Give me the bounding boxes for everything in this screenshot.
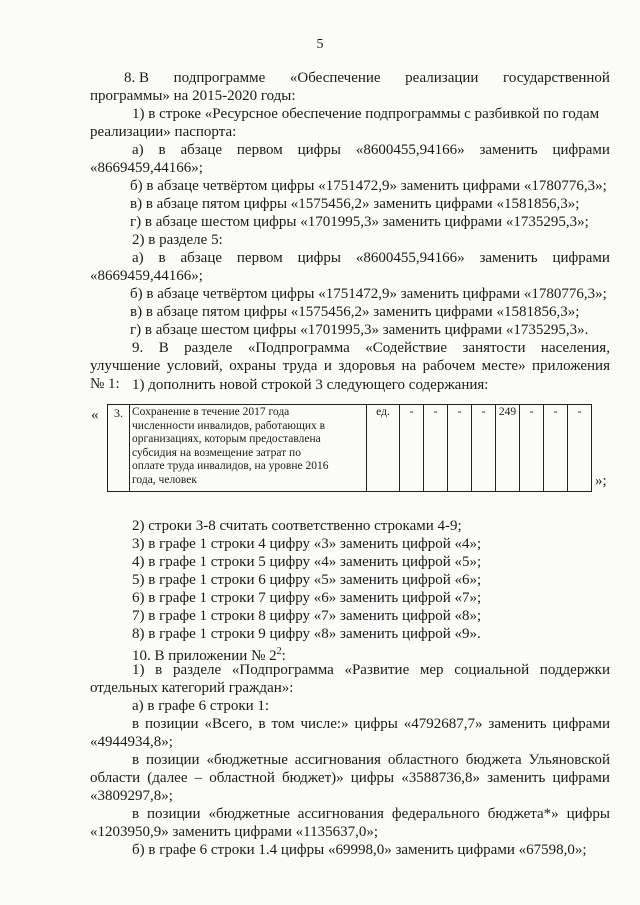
- body-line-12: «8669459,44166»;: [90, 268, 203, 284]
- body-line-16: 9. В разделе «Подпрограмма «Содействие занятости населения,: [132, 340, 610, 356]
- body-line-24: 6) в графе 1 строки 7 цифру «6» заменить цифрой «7»;: [132, 590, 482, 606]
- row-value-2: -: [424, 405, 448, 492]
- body-line-13: б) в абзаце четвёртом цифры «1751472,9» заменить цифрами «1780776,3»;: [130, 286, 607, 302]
- body-line-35: «3809297,8»;: [90, 788, 173, 804]
- body-line-23: 5) в графе 1 строки 6 цифру «5» заменить цифрой «6»;: [132, 572, 482, 588]
- body-line-30: а) в графе 6 строки 1:: [132, 698, 270, 714]
- body-line-29: отдельных категорий граждан»:: [90, 680, 294, 696]
- body-line-14: в) в абзаце пятом цифры «1575456,2» заменить цифрами «1581856,3»;: [130, 304, 580, 320]
- body-line-15: г) в абзаце шестом цифры «1701995,3» заменить цифрами «1735295,3».: [130, 322, 589, 338]
- body-line-26: 8) в графе 1 строки 9 цифру «8» заменить цифрой «9».: [132, 626, 481, 642]
- body-line-27: 10. В приложении № $2^2$:: [132, 646, 286, 664]
- body-line-20: 2) строки 3-8 считать соответственно строками 4-9;: [132, 518, 462, 534]
- body-line-10: 2) в разделе 5:: [132, 232, 223, 248]
- body-line-9: г) в абзаце шестом цифры «1701995,3» заменить цифрами «1735295,3»;: [130, 214, 589, 230]
- body-line-7: б) в абзаце четвёртом цифры «1751472,9» заменить цифрами «1780776,3»;: [130, 178, 607, 194]
- row-number: 3.: [108, 405, 130, 492]
- row-description: Сохранение в течение 2017 года численности инвалидов, работающих в организациях, которым предоставлена субсидия на возмещение затрат по оплате труда инвалидов, на уровне 2016 года, человек: [130, 405, 367, 492]
- body-line-18: № 1:: [90, 376, 120, 392]
- row-value-5: 249: [496, 405, 520, 492]
- body-line-5: а) в абзаце первом цифры «8600455,94166» заменить цифрами: [132, 142, 610, 158]
- body-line-25: 7) в графе 1 строки 8 цифру «7» заменить цифрой «8»;: [132, 608, 482, 624]
- row-value-3: -: [448, 405, 472, 492]
- row-value-4: -: [472, 405, 496, 492]
- inserted-row-table: [107, 404, 592, 492]
- row-value-8: -: [568, 405, 592, 492]
- row-unit: ед.: [367, 405, 400, 492]
- row-value-6: -: [520, 405, 544, 492]
- body-line-31: в позиции «Всего, в том числе:» цифры «4792687,7» заменить цифрами: [132, 716, 610, 732]
- body-line-3: 1) в строке «Ресурсное обеспечение подпрограммы с разбивкой по годам: [132, 106, 600, 122]
- body-line-8: в) в абзаце пятом цифры «1575456,2» заменить цифрами «1581856,3»;: [130, 196, 580, 212]
- body-line-37: «1203950,9» заменить цифрами «1135637,0»;: [90, 824, 378, 840]
- body-line-4: реализации» паспорта:: [90, 124, 237, 140]
- table-closing-quote: »;: [595, 473, 607, 489]
- body-line-21: 3) в графе 1 строки 4 цифру «3» заменить цифрой «4»;: [132, 536, 482, 552]
- body-line-32: «4944934,8»;: [90, 734, 173, 750]
- body-line-22: 4) в графе 1 строки 5 цифру «4» заменить цифрой «5»;: [132, 554, 482, 570]
- row-value-7: -: [544, 405, 568, 492]
- table-opening-quote: «: [91, 407, 99, 423]
- body-line-1: 8. В подпрограмме «Обеспечение реализации государственной: [124, 70, 610, 86]
- body-line-17: улучшение условий, охраны труда и здоровья на рабочем месте» приложения: [90, 358, 610, 374]
- row-value-1: -: [400, 405, 424, 492]
- body-line-33: в позиции «бюджетные ассигнования областного бюджета Ульяновской: [132, 752, 610, 768]
- body-line-28: 1) в разделе «Подпрограмма «Развитие мер социальной поддержки: [132, 662, 610, 678]
- body-line-38: б) в графе 6 строки 1.4 цифры «69998,0» заменить цифрами «67598,0»;: [132, 842, 587, 858]
- body-line-19: 1) дополнить новой строкой 3 следующего содержания:: [132, 377, 489, 393]
- body-line-34: области (далее – областной бюджет)» цифры «3588736,8» заменить цифрами: [90, 770, 610, 786]
- body-line-36: в позиции «бюджетные ассигнования федерального бюджета*» цифры: [132, 806, 610, 822]
- body-line-6: «8669459,44166»;: [90, 160, 203, 176]
- body-line-11: а) в абзаце первом цифры «8600455,94166» заменить цифрами: [132, 250, 610, 266]
- table-row: [108, 405, 592, 492]
- page-number: 5: [316, 37, 324, 52]
- body-line-2: программы» на 2015-2020 годы:: [90, 88, 296, 104]
